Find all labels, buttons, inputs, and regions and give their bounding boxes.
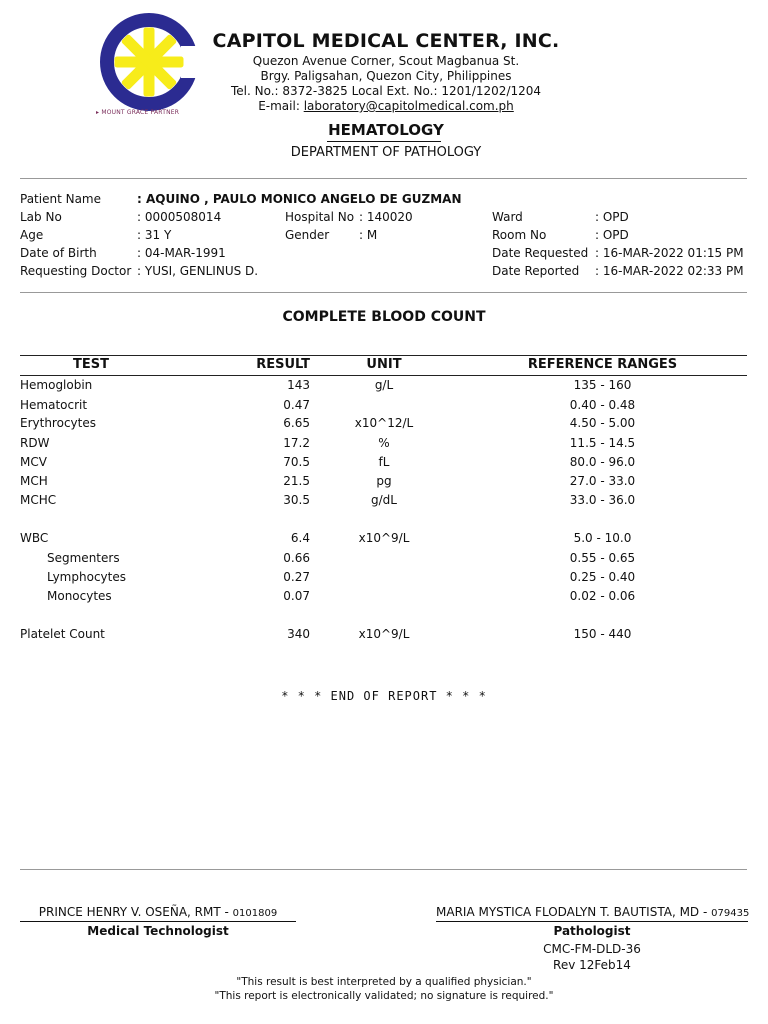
test-reference: 0.25 - 0.40 — [569, 570, 636, 584]
test-result: 0.47 — [283, 398, 310, 412]
age-label: Age — [20, 228, 44, 242]
test-reference: 0.02 - 0.06 — [569, 589, 636, 603]
department-underline — [327, 141, 441, 142]
column-header-result: RESULT — [256, 357, 310, 372]
gender-label: Gender — [285, 228, 330, 242]
test-name: WBC — [20, 531, 49, 545]
requesting-doctor-value: : YUSI, GENLINUS D. — [137, 264, 259, 278]
email-label: E-mail: — [258, 99, 304, 113]
pathologist-signature-line — [436, 921, 748, 922]
gender-value: : M — [359, 228, 378, 242]
test-unit: x10^9/L — [358, 531, 410, 545]
test-unit: g/dL — [371, 493, 397, 507]
test-reference: 5.0 - 10.0 — [573, 531, 632, 545]
test-result: 340 — [287, 627, 310, 641]
test-reference: 135 - 160 — [573, 378, 632, 392]
pathologist-license: 079435 — [711, 908, 750, 919]
department-subtitle: DEPARTMENT OF PATHOLOGY — [290, 145, 482, 160]
patient-name-value: : AQUINO , PAULO MONICO ANGELO DE GUZMAN — [137, 192, 462, 206]
test-name: MCH — [20, 474, 48, 488]
test-result: 21.5 — [283, 474, 310, 488]
room-no-value: : OPD — [595, 228, 629, 242]
column-header-reference: REFERENCE RANGES — [527, 357, 678, 372]
divider-patient-info — [20, 292, 747, 293]
report-title: COMPLETE BLOOD COUNT — [282, 309, 486, 325]
test-name: Lymphocytes — [47, 570, 126, 584]
lab-no-label: Lab No — [20, 210, 62, 224]
medtech-signature-name — [20, 905, 296, 919]
medtech-license: 0101809 — [232, 908, 278, 919]
end-of-report: * * * END OF REPORT * * * — [281, 689, 487, 703]
test-result: 17.2 — [283, 436, 310, 450]
table-header-bottom-rule — [20, 375, 747, 376]
table-header-top-rule — [20, 355, 747, 356]
test-result: 30.5 — [283, 493, 310, 507]
hospital-logo-icon — [95, 12, 203, 120]
date-requested-value: : 16-MAR-2022 01:15 PM — [595, 246, 744, 260]
pathologist-name: MARIA MYSTICA FLODALYN T. BAUTISTA, MD - — [436, 905, 712, 919]
test-unit: pg — [376, 474, 392, 488]
test-unit: fL — [378, 455, 390, 469]
test-reference: 150 - 440 — [573, 627, 632, 641]
date-reported-label: Date Reported — [492, 264, 580, 278]
address-line-2: Brgy. Paligsahan, Quezon City, Philippines — [260, 69, 512, 83]
test-reference: 80.0 - 96.0 — [569, 455, 636, 469]
test-reference: 33.0 - 36.0 — [569, 493, 636, 507]
divider-signatures — [20, 869, 747, 870]
test-name: Platelet Count — [20, 627, 105, 641]
test-result: 0.27 — [283, 570, 310, 584]
column-header-unit: UNIT — [366, 357, 402, 372]
test-name: Hematocrit — [20, 398, 88, 412]
test-name: Segmenters — [47, 551, 120, 565]
test-reference: 27.0 - 33.0 — [569, 474, 636, 488]
form-revision: Rev 12Feb14 — [553, 958, 631, 972]
medtech-signature-line — [20, 921, 296, 922]
column-header-test: TEST — [73, 357, 109, 372]
ward-label: Ward — [492, 210, 523, 224]
hospital-name: CAPITOL MEDICAL CENTER, INC. — [212, 30, 560, 52]
footer-note-2: "This report is electronically validated; no signature is required." — [214, 990, 554, 1002]
pathologist-title: Pathologist — [553, 924, 631, 938]
dob-label: Date of Birth — [20, 246, 97, 260]
test-unit: g/L — [374, 378, 394, 392]
room-no-label: Room No — [492, 228, 547, 242]
test-result: 143 — [287, 378, 310, 392]
partner-tagline: ▸ MOUNT GRACE PARTNER — [96, 109, 180, 116]
test-name: Erythrocytes — [20, 416, 96, 430]
department-title: HEMATOLOGY — [328, 121, 444, 139]
test-name: Hemoglobin — [20, 378, 93, 392]
age-value: : 31 Y — [137, 228, 172, 242]
test-reference: 11.5 - 14.5 — [569, 436, 636, 450]
ward-value: : OPD — [595, 210, 629, 224]
telephone-line: Tel. No.: 8372-3825 Local Ext. No.: 1201/1202/1204 — [230, 84, 542, 98]
test-result: 70.5 — [283, 455, 310, 469]
test-name: Monocytes — [47, 589, 112, 603]
form-code: CMC-FM-DLD-36 — [543, 942, 641, 956]
test-reference: 4.50 - 5.00 — [569, 416, 636, 430]
address-line-1: Quezon Avenue Corner, Scout Magbanua St. — [252, 54, 520, 68]
test-result: 0.07 — [283, 589, 310, 603]
pathologist-signature-name — [436, 905, 748, 919]
test-unit: x10^9/L — [358, 627, 410, 641]
test-reference: 0.40 - 0.48 — [569, 398, 636, 412]
email-line — [200, 99, 572, 114]
dob-value: : 04-MAR-1991 — [137, 246, 226, 260]
lab-no-value: : 0000508014 — [137, 210, 222, 224]
test-name: MCHC — [20, 493, 57, 507]
date-reported-value: : 16-MAR-2022 02:33 PM — [595, 264, 744, 278]
test-name: RDW — [20, 436, 50, 450]
hospital-no-value: : 140020 — [359, 210, 413, 224]
medtech-name: PRINCE HENRY V. OSEÑA, RMT - — [38, 905, 233, 919]
test-result: 6.65 — [283, 416, 310, 430]
test-result: 6.4 — [290, 531, 310, 545]
footer-note-1: "This result is best interpreted by a qualified physician." — [236, 976, 532, 988]
requesting-doctor-label: Requesting Doctor — [20, 264, 132, 278]
medtech-title: Medical Technologist — [87, 924, 229, 938]
test-name: MCV — [20, 455, 47, 469]
test-unit: x10^12/L — [354, 416, 414, 430]
test-unit: % — [378, 436, 390, 450]
patient-name-label: Patient Name — [20, 192, 101, 206]
divider-top — [20, 178, 747, 179]
hospital-no-label: Hospital No — [285, 210, 355, 224]
date-requested-label: Date Requested — [492, 246, 589, 260]
email-link[interactable]: laboratory@capitolmedical.com.ph — [303, 99, 514, 113]
test-result: 0.66 — [283, 551, 310, 565]
test-reference: 0.55 - 0.65 — [569, 551, 636, 565]
